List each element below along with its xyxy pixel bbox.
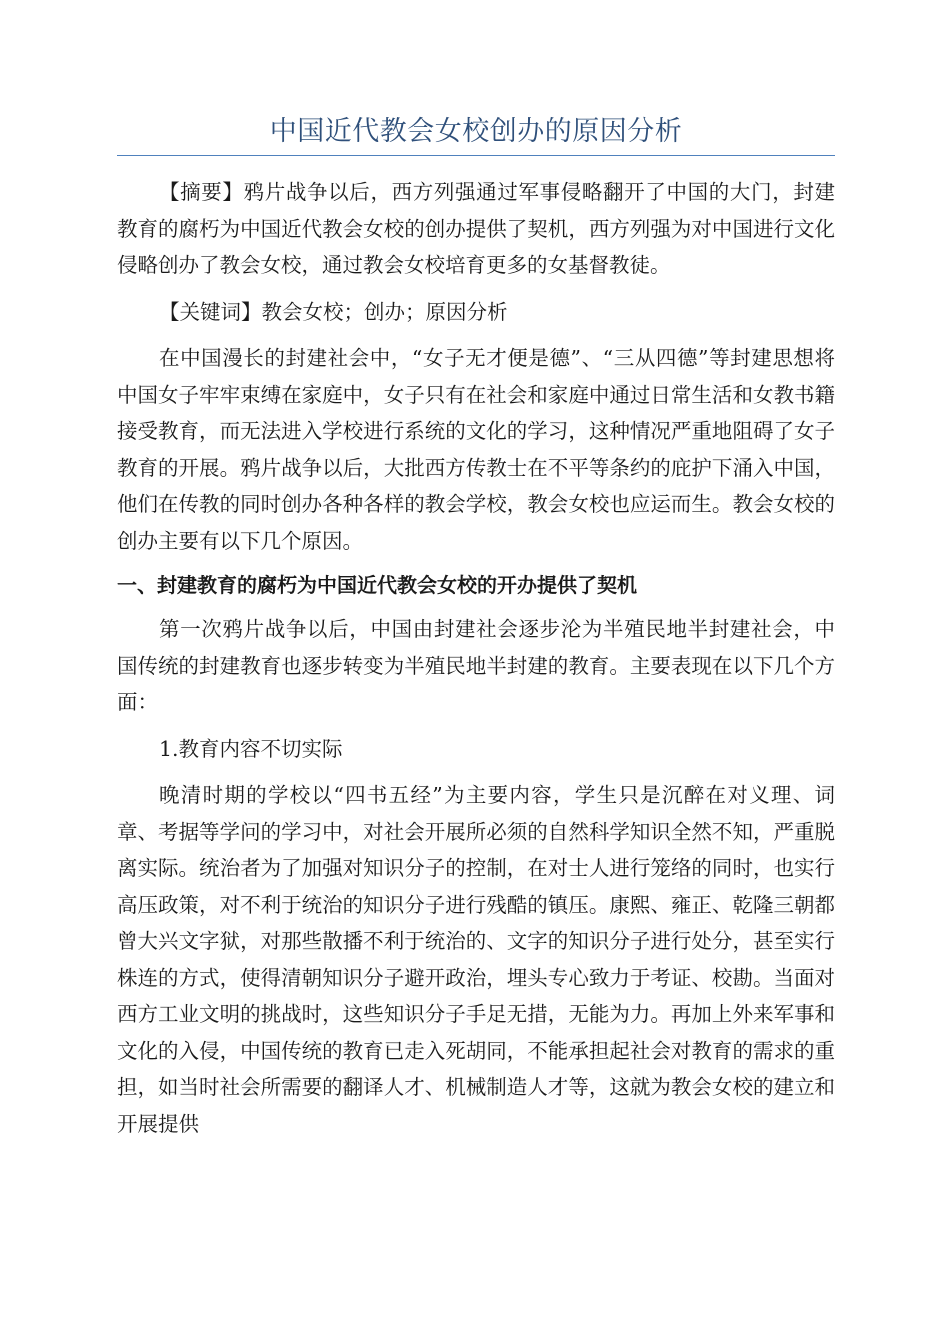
keywords-paragraph: 【关键词】教会女校；创办；原因分析 <box>159 299 508 324</box>
abstract-paragraph: 【摘要】鸦片战争以后，西方列强通过军事侵略翻开了中国的大门，封建教育的腐朽为中国近代教会女校的创办提供了契机，西方列强为对中国进行文化侵略创办了教会女校，通过教会女校培育更多的女基督教徒。 <box>117 180 835 277</box>
subsection-paragraph: 晚清时期的学校以“四书五经”为主要内容，学生只是沉醉在对义理、词章、考据等学问的学习中，对社会开展所必须的自然科学知识全然不知，严重脱离实际。统治者为了加强对知识分子的控制，在对士人进行笼络的同时，也实行高压政策，对不利于统治的知识分子进行残酷的镇压。康熙、雍正、乾隆三朝都曾大兴文字狱，对那些散播不利于统治的、文字的知识分子进行处分，甚至实行株连的方式，使得清朝知识分子避开政治，埋头专心致力于考证、校勘。当面对西方工业文明的挑战时，这些知识分子手足无措，无能为力。再加上外来军事和文化的入侵，中国传统的教育已走入死胡同，不能承担起社会对教育的需求的重担，如当时社会所需要的翻译人才、机械制造人才等，这就为教会女校的建立和开展提供 <box>117 783 835 1136</box>
document-title: 中国近代教会女校创办的原因分析 <box>269 116 683 147</box>
subsection-heading: 1.教育内容不切实际 <box>159 736 343 761</box>
title-underline <box>117 155 835 156</box>
document-page <box>117 112 835 1142</box>
section-heading: 一、封建教育的腐朽为中国近代教会女校的开办提供了契机 <box>117 573 637 597</box>
section-paragraph: 第一次鸦片战争以后，中国由封建社会逐步沦为半殖民地半封建社会，中国传统的封建教育也逐步转变为半殖民地半封建的教育。主要表现在以下几个方面： <box>117 617 835 714</box>
intro-paragraph: 在中国漫长的封建社会中，“女子无才便是德”、“三从四德”等封建思想将中国女子牢牢束缚在家庭中，女子只有在社会和家庭中通过日常生活和女教书籍接受教育，而无法进入学校进行系统的文化的学习，这种情况严重地阻碍了女子教育的开展。鸦片战争以后，大批西方传教士在不平等条约的庇护下涌入中国，他们在传教的同时创办各种各样的教会学校，教会女校也应运而生。教会女校的创办主要有以下几个原因。 <box>117 346 835 553</box>
